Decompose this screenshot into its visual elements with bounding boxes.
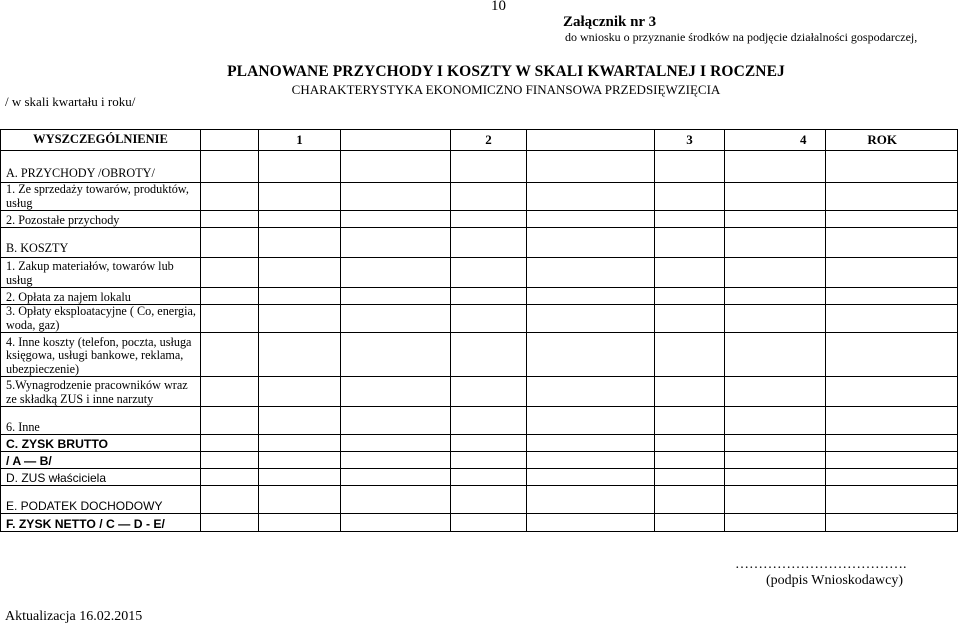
value-cell[interactable] <box>341 452 451 469</box>
value-cell[interactable] <box>259 211 341 228</box>
value-cell[interactable] <box>451 514 527 532</box>
value-cell[interactable] <box>725 151 826 183</box>
value-cell[interactable] <box>341 228 451 258</box>
value-cell[interactable] <box>259 151 341 183</box>
value-cell[interactable] <box>527 151 655 183</box>
value-cell[interactable] <box>451 211 527 228</box>
value-cell[interactable] <box>527 435 655 452</box>
value-cell[interactable] <box>725 228 826 258</box>
value-cell[interactable] <box>451 486 527 514</box>
table-row <box>1 486 958 514</box>
value-cell[interactable] <box>725 435 826 452</box>
value-cell[interactable] <box>201 183 259 211</box>
value-cell[interactable] <box>451 435 527 452</box>
row-label: B. KOSZTY <box>1 228 201 258</box>
value-cell[interactable] <box>451 407 527 435</box>
value-cell[interactable] <box>655 228 725 258</box>
value-cell[interactable] <box>655 407 725 435</box>
value-cell[interactable] <box>655 452 725 469</box>
period-note: / w skali kwartału i roku/ <box>5 94 136 109</box>
value-cell[interactable] <box>527 469 655 486</box>
header-year-label: ROK <box>867 132 897 148</box>
value-cell[interactable] <box>201 407 259 435</box>
table-row <box>1 305 958 333</box>
value-cell[interactable] <box>655 183 725 211</box>
value-cell[interactable] <box>655 486 725 514</box>
value-cell[interactable] <box>527 258 655 288</box>
row-label: C. ZYSK BRUTTO <box>1 435 201 452</box>
value-cell[interactable] <box>341 407 451 435</box>
header-q3: 3 <box>655 130 725 151</box>
value-cell[interactable] <box>451 377 527 407</box>
value-cell[interactable] <box>451 183 527 211</box>
header-q2: 2 <box>451 130 527 151</box>
table-row <box>1 452 958 469</box>
value-cell[interactable] <box>201 305 259 333</box>
value-cell[interactable] <box>259 486 341 514</box>
value-cell[interactable] <box>201 452 259 469</box>
value-cell[interactable] <box>826 514 958 532</box>
value-cell[interactable] <box>201 288 259 305</box>
value-cell[interactable] <box>341 514 451 532</box>
header-spacer <box>527 130 655 151</box>
value-cell[interactable] <box>341 258 451 288</box>
value-cell[interactable] <box>341 377 451 407</box>
value-cell[interactable] <box>826 228 958 258</box>
value-cell[interactable] <box>826 288 958 305</box>
row-label: 1. Ze sprzedaży towarów, produktów, usług <box>1 183 201 211</box>
value-cell[interactable] <box>451 228 527 258</box>
annex-subtitle: do wniosku o przyznanie środków na podjęcie działalności gospodarczej, <box>565 30 918 44</box>
table-row <box>1 333 958 377</box>
table-row <box>1 288 958 305</box>
value-cell[interactable] <box>451 288 527 305</box>
value-cell[interactable] <box>655 258 725 288</box>
value-cell[interactable] <box>725 486 826 514</box>
value-cell[interactable] <box>826 183 958 211</box>
page-number: 10 <box>491 0 506 14</box>
value-cell[interactable] <box>527 486 655 514</box>
row-label: 6. Inne <box>1 407 201 435</box>
value-cell[interactable] <box>655 151 725 183</box>
table-row <box>1 183 958 211</box>
row-label: 4. Inne koszty (telefon, poczta, usługa księgowa, usługi bankowe, reklama, ubezpieczenie) <box>1 333 201 377</box>
value-cell[interactable] <box>655 305 725 333</box>
value-cell[interactable] <box>725 305 826 333</box>
row-label: E. PODATEK DOCHODOWY <box>1 486 201 514</box>
value-cell[interactable] <box>341 288 451 305</box>
value-cell[interactable] <box>725 183 826 211</box>
value-cell[interactable] <box>201 514 259 532</box>
value-cell[interactable] <box>201 333 259 377</box>
header-spacer <box>201 130 259 151</box>
value-cell[interactable] <box>527 377 655 407</box>
value-cell[interactable] <box>527 211 655 228</box>
value-cell[interactable] <box>655 514 725 532</box>
value-cell[interactable] <box>725 469 826 486</box>
value-cell[interactable] <box>341 333 451 377</box>
value-cell[interactable] <box>201 258 259 288</box>
value-cell[interactable] <box>451 305 527 333</box>
header-year <box>800 130 958 151</box>
value-cell[interactable] <box>725 452 826 469</box>
value-cell[interactable] <box>341 469 451 486</box>
value-cell[interactable] <box>259 258 341 288</box>
value-cell[interactable] <box>826 469 958 486</box>
value-cell[interactable] <box>826 258 958 288</box>
row-label: / A — B/ <box>1 452 201 469</box>
value-cell[interactable] <box>725 333 826 377</box>
table-row <box>1 514 958 532</box>
table-row <box>1 377 958 407</box>
value-cell[interactable] <box>527 183 655 211</box>
value-cell[interactable] <box>826 407 958 435</box>
header-label: WYSZCZEGÓLNIENIE <box>1 130 201 151</box>
value-cell[interactable] <box>826 452 958 469</box>
value-cell[interactable] <box>341 183 451 211</box>
value-cell[interactable] <box>826 151 958 183</box>
value-cell[interactable] <box>527 407 655 435</box>
value-cell[interactable] <box>341 486 451 514</box>
table-row <box>1 407 958 435</box>
row-label: 2. Opłata za najem lokalu <box>1 288 201 305</box>
signature-caption: (podpis Wnioskodawcy) <box>766 573 903 588</box>
value-cell[interactable] <box>826 211 958 228</box>
value-cell[interactable] <box>527 305 655 333</box>
value-cell[interactable] <box>201 228 259 258</box>
row-label: 3. Opłaty eksploatacyjne ( Co, energia, woda, gaz) <box>1 305 201 333</box>
row-label: 5.Wynagrodzenie pracowników wraz ze składką ZUS i inne narzuty <box>1 377 201 407</box>
value-cell[interactable] <box>655 377 725 407</box>
value-cell[interactable] <box>259 452 341 469</box>
value-cell[interactable] <box>201 435 259 452</box>
value-cell[interactable] <box>259 514 341 532</box>
table-row <box>1 435 958 452</box>
value-cell[interactable] <box>259 435 341 452</box>
value-cell[interactable] <box>201 486 259 514</box>
value-cell[interactable] <box>451 469 527 486</box>
table-row <box>1 228 958 258</box>
value-cell[interactable] <box>655 211 725 228</box>
value-cell[interactable] <box>725 514 826 532</box>
signature-line: ………………………………. <box>735 557 907 572</box>
annex-title: Załącznik nr 3 <box>563 14 657 30</box>
value-cell[interactable] <box>725 211 826 228</box>
value-cell[interactable] <box>655 288 725 305</box>
value-cell[interactable] <box>259 469 341 486</box>
value-cell[interactable] <box>826 305 958 333</box>
header-q1: 1 <box>259 130 341 151</box>
value-cell[interactable] <box>341 151 451 183</box>
value-cell[interactable] <box>451 452 527 469</box>
value-cell[interactable] <box>201 151 259 183</box>
value-cell[interactable] <box>259 407 341 435</box>
value-cell[interactable] <box>725 258 826 288</box>
value-cell[interactable] <box>259 377 341 407</box>
value-cell[interactable] <box>826 435 958 452</box>
value-cell[interactable] <box>201 211 259 228</box>
row-label: A. PRZYCHODY /OBROTY/ <box>1 151 201 183</box>
row-label: D. ZUS właściciela <box>1 469 201 486</box>
value-cell[interactable] <box>451 258 527 288</box>
header-spacer <box>341 130 451 151</box>
value-cell[interactable] <box>725 407 826 435</box>
value-cell[interactable] <box>826 486 958 514</box>
value-cell[interactable] <box>655 469 725 486</box>
value-cell[interactable] <box>527 333 655 377</box>
plan-table <box>0 129 958 532</box>
value-cell[interactable] <box>451 151 527 183</box>
value-cell[interactable] <box>655 333 725 377</box>
value-cell[interactable] <box>201 377 259 407</box>
value-cell[interactable] <box>527 228 655 258</box>
value-cell[interactable] <box>341 305 451 333</box>
update-note: Aktualizacja 16.02.2015 <box>5 609 143 624</box>
document-subtitle: CHARAKTERYSTYKA EKONOMICZNO FINANSOWA PRZEDSIĘWZIĘCIA <box>291 82 721 97</box>
value-cell[interactable] <box>725 288 826 305</box>
row-label: 2. Pozostałe przychody <box>1 211 201 228</box>
value-cell[interactable] <box>655 435 725 452</box>
value-cell[interactable] <box>826 333 958 377</box>
value-cell[interactable] <box>527 288 655 305</box>
value-cell[interactable] <box>451 333 527 377</box>
table-row <box>1 211 958 228</box>
header-spacer <box>725 130 826 151</box>
row-label: 1. Zakup materiałów, towarów lub usług <box>1 258 201 288</box>
value-cell[interactable] <box>527 514 655 532</box>
table-row <box>1 469 958 486</box>
table-row <box>1 258 958 288</box>
value-cell[interactable] <box>826 377 958 407</box>
header-row <box>1 130 958 151</box>
value-cell[interactable] <box>341 211 451 228</box>
value-cell[interactable] <box>259 183 341 211</box>
document-title: PLANOWANE PRZYCHODY I KOSZTY W SKALI KWARTALNEJ I ROCZNEJ <box>227 63 785 80</box>
value-cell[interactable] <box>259 305 341 333</box>
value-cell[interactable] <box>341 435 451 452</box>
value-cell[interactable] <box>259 228 341 258</box>
table-row <box>1 151 958 183</box>
value-cell[interactable] <box>259 333 341 377</box>
header-q4: 4 <box>800 132 807 148</box>
value-cell[interactable] <box>527 452 655 469</box>
row-label: F. ZYSK NETTO / C — D - E/ <box>1 514 201 532</box>
value-cell[interactable] <box>259 288 341 305</box>
value-cell[interactable] <box>201 469 259 486</box>
value-cell[interactable] <box>725 377 826 407</box>
